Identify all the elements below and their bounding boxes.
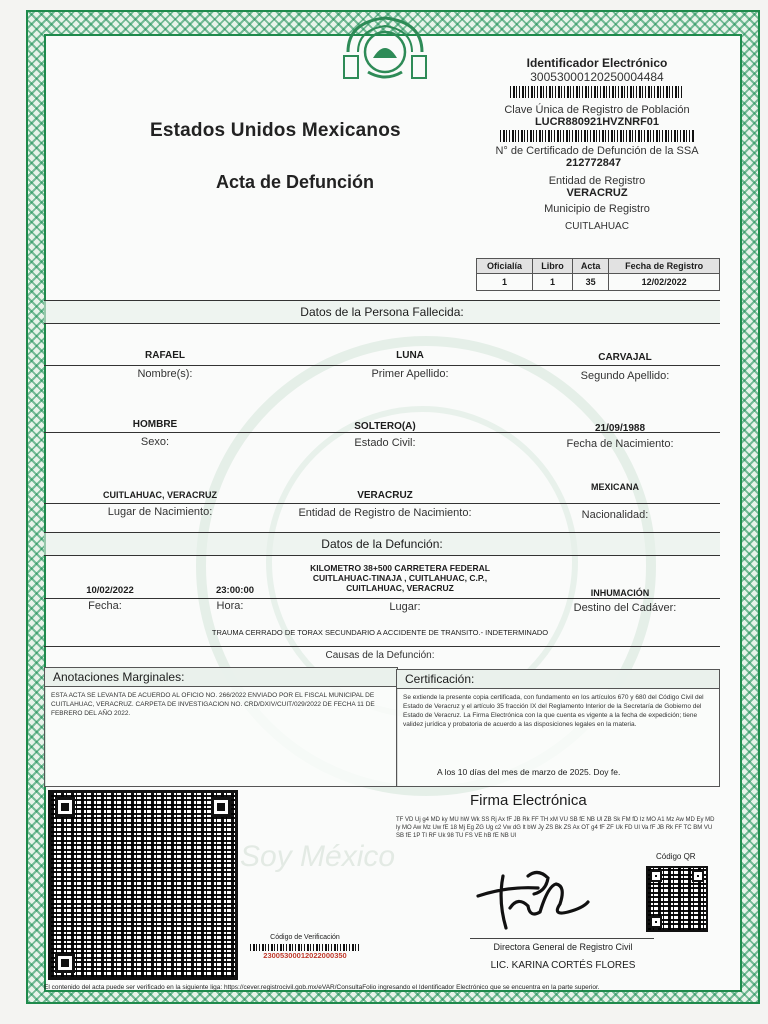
verificacion-barcode	[250, 944, 360, 951]
fecha-defuncion-label: Fecha:	[88, 600, 122, 612]
anotaciones-text: ESTA ACTA SE LEVANTA DE ACUERDO AL OFICIO NO. 266/2022 ENVIADO POR EL FISCAL MUNICIPAL DE CUITLAHUAC, VERACRUZ. CARPETA DE INVESTIGACION NO. CRD/DXIV/CUIT/029/2022 DE FECHA 11 DE FEBRERO DEL AÑO 2022.	[51, 692, 375, 717]
registry-cell: 1	[477, 274, 533, 291]
registry-cell: 12/02/2022	[609, 274, 720, 291]
id-label: Identificador Electrónico	[526, 56, 668, 70]
entidad-nacimiento-value: VERACRUZ	[357, 490, 413, 501]
hora-defuncion-value: 23:00:00	[215, 585, 255, 596]
sexo-value: HOMBRE	[132, 419, 178, 430]
firma-title: Firma Electrónica	[470, 792, 587, 809]
registry-table	[476, 258, 720, 291]
registry-header: Oficialía	[477, 259, 533, 274]
qr-finder	[55, 797, 75, 817]
certificacion-title: Certificación:	[397, 670, 719, 689]
causas-label: Causas de la Defunción:	[325, 650, 435, 661]
firma-hash: TF VD Uj g4 MD ky MU hW Wk SS Rj Ax fF JB Rk FF TH xM VU SB fE NB Ul ZB Sk FM fD Iz MO A1 Mz Aw MD Ey MD ly MO Aw Mz Uw fE 18 Mj Eg ZG Ug c2 Vw dG lt bW Jy ZS Bk ZS Ax OT g4 fF ZF Uk FD Ul Va fF JB Rk FF TC BM VU SB fE 1P Tl RF Uk 98 TU FS VE hB fE NB Ul	[396, 817, 715, 839]
nombre-label: Nombre(s):	[137, 368, 193, 380]
primer-apellido-value: LUNA	[396, 350, 424, 361]
lugar-nacimiento-label: Lugar de Nacimiento:	[107, 506, 213, 518]
causas-value: TRAUMA CERRADO DE TORAX SECUNDARIO A ACCIDENTE DE TRANSITO.- INDETERMINADO	[211, 628, 549, 637]
hora-defuncion-label: Hora:	[216, 600, 244, 612]
lugar-defuncion-value	[290, 563, 510, 593]
divider	[44, 598, 720, 599]
entidad-nacimiento-label: Entidad de Registro de Nacimiento:	[298, 507, 472, 519]
signature-image	[468, 856, 598, 936]
qr-finder	[692, 870, 704, 882]
entidad-registro-value: VERACRUZ	[566, 187, 628, 199]
registry-header: Acta	[573, 259, 609, 274]
fecha-nacimiento-label: Fecha de Nacimiento:	[566, 438, 674, 450]
nombre-value: RAFAEL	[145, 350, 185, 361]
country-title: Estados Unidos Mexicanos	[150, 120, 401, 141]
lugar-line: CUITLAHUAC, VERACRUZ	[346, 583, 454, 593]
municipio-registro-label: Municipio de Registro	[544, 203, 650, 215]
segundo-apellido-label: Segundo Apellido:	[580, 370, 670, 382]
defuncion-section-title: Datos de la Defunción:	[44, 532, 720, 556]
certificacion-box	[396, 669, 720, 787]
registry-cell: 35	[573, 274, 609, 291]
certificacion-fecha: A los 10 días del mes de marzo de 2025. Doy fe.	[437, 767, 621, 777]
destino-value: INHUMACIÓN	[590, 588, 650, 598]
lugar-defuncion-label: Lugar:	[389, 601, 421, 613]
entidad-registro-label: Entidad de Registro	[548, 175, 646, 187]
id-barcode	[510, 86, 684, 98]
fecha-defuncion-value: 10/02/2022	[86, 585, 134, 596]
cert-label: N° de Certificado de Defunción de la SSA	[495, 145, 699, 157]
registry-header: Fecha de Registro	[609, 259, 720, 274]
anotaciones-title: Anotaciones Marginales:	[45, 668, 397, 687]
segundo-apellido-value: CARVAJAL	[598, 352, 652, 363]
lugar-nacimiento-value: CUITLAHUAC, VERACRUZ	[103, 490, 217, 500]
sexo-label: Sexo:	[140, 436, 170, 448]
firma-nombre: LIC. KARINA CORTÉS FLORES	[490, 960, 636, 971]
fecha-nacimiento-value: 21/09/1988	[594, 423, 646, 434]
verificacion-label: Código de Verificación	[270, 934, 340, 941]
primer-apellido-label: Primer Apellido:	[371, 368, 449, 380]
qr-finder	[55, 953, 75, 973]
watermark-text: Soy México	[240, 840, 396, 873]
curp-value: LUCR880921HVZNRF01	[534, 116, 660, 128]
qr-finder	[650, 916, 662, 928]
destino-label: Destino del Cadáver:	[573, 602, 677, 614]
divider	[44, 432, 720, 433]
qr-code-small[interactable]	[646, 866, 708, 932]
certificacion-text: Se extiende la presente copia certificada, con fundamento en los artículos 670 y 680 del Código Civil del Estado de Veracruz y el artículo 35 fracción IX del Reglamento Interior de la Secretaría de Gobierno del Estado de Veracruz. La Firma Electrónica con la que cuenta es vigente a la fecha de expedición; tiene validez jurídica y probatoria de acuerdo a las disposiciones legales en la materia.	[403, 694, 704, 728]
divider	[44, 365, 720, 366]
lugar-line: KILOMETRO 38+500 CARRETERA FEDERAL	[310, 563, 490, 573]
lugar-line: CUITLAHUAC-TINAJA , CUITLAHUAC, C.P.,	[312, 573, 488, 583]
divider	[44, 503, 720, 504]
document-title: Acta de Defunción	[216, 172, 375, 192]
qr-label: Código QR	[656, 852, 696, 861]
registry-cell: 1	[532, 274, 572, 291]
footer-note: El contenido del acta puede ser verificado en la siguiente liga: https://cever.registrocivil.gob.mx/eVAR/ConsultaFolio ingresando el Identificador Electrónico que se encuentra en la parte superior.	[44, 984, 600, 991]
nacionalidad-value: MEXICANA	[590, 482, 639, 492]
estado-civil-label: Estado Civil:	[354, 437, 416, 449]
qr-finder	[650, 870, 662, 882]
signature-line	[470, 938, 654, 939]
id-value: 30053000120250004484	[530, 70, 664, 84]
curp-barcode	[500, 130, 694, 142]
cert-value: 212772847	[566, 157, 622, 169]
persona-section-title: Datos de la Persona Fallecida:	[44, 300, 720, 324]
verificacion-value: 23005300012022000350	[263, 951, 347, 960]
nacionalidad-label: Nacionalidad:	[581, 509, 649, 521]
qr-finder	[211, 797, 231, 817]
estado-civil-value: SOLTERO(A)	[354, 421, 416, 432]
divider	[44, 646, 720, 647]
curp-label: Clave Única de Registro de Población	[504, 104, 690, 116]
anotaciones-box	[44, 667, 398, 787]
firma-cargo: Directora General de Registro Civil	[493, 942, 633, 952]
national-crest-icon	[340, 12, 430, 88]
qr-code-large[interactable]	[48, 790, 238, 980]
registry-header: Libro	[532, 259, 572, 274]
municipio-registro-value: CUITLAHUAC	[565, 221, 629, 232]
